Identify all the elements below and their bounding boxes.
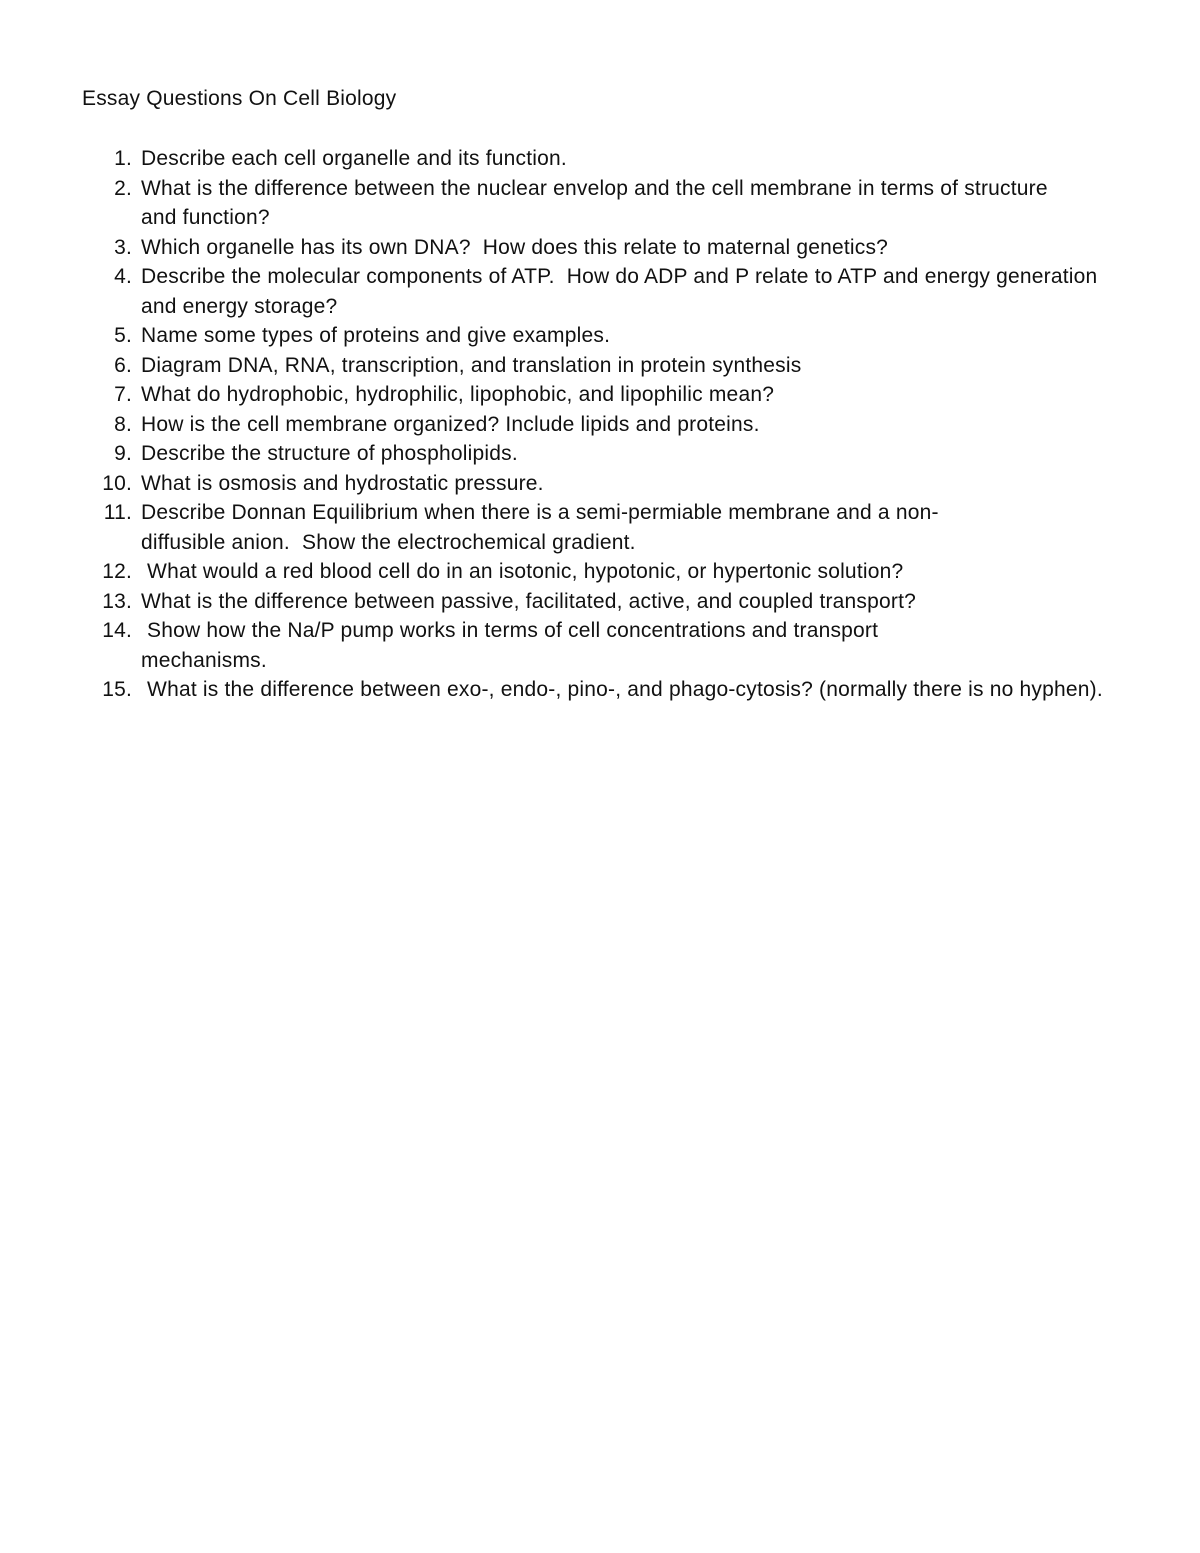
question-number: 6. (114, 353, 132, 377)
question-text: Which organelle has its own DNA? How does this relate to maternal genetics? (141, 235, 889, 259)
question-number: 13. (102, 589, 132, 613)
question-item (0, 587, 1200, 617)
question-text: Show how the Na/P pump works in terms of cell concentrations and transport mechanisms. (141, 619, 885, 672)
question-text: What is osmosis and hydrostatic pressure. (141, 471, 544, 495)
question-item (0, 321, 1200, 351)
question-text: Describe Donnan Equilibrium when there is a semi-permiable membrane and a non-diffusible anion. Show the electrochemical gradient. (141, 501, 939, 554)
question-text: What would a red blood cell do in an isotonic, hypotonic, or hypertonic solution? (141, 560, 904, 583)
question-text: Describe the structure of phospholipids. (141, 442, 518, 465)
question-item (0, 262, 1200, 321)
question-number: 5. (114, 324, 132, 347)
question-item (0, 675, 1200, 705)
question-number: 11. (103, 501, 132, 524)
question-number: 8. (114, 412, 132, 436)
question-item (0, 233, 1200, 263)
question-number: 2. (114, 176, 132, 200)
question-text: Diagram DNA, RNA, transcription, and translation in protein synthesis (141, 353, 802, 377)
question-number: 3. (114, 235, 132, 259)
question-item (0, 380, 1200, 410)
question-number: 7. (114, 383, 132, 406)
question-number: 14. (102, 619, 132, 642)
question-item (0, 557, 1200, 587)
question-text: What do hydrophobic, hydrophilic, lipophobic, and lipophilic mean? (141, 383, 775, 406)
question-number: 12. (102, 560, 132, 583)
question-number: 10. (102, 471, 132, 495)
question-text: What is the difference between passive, facilitated, active, and coupled transport? (141, 589, 916, 613)
question-text: How is the cell membrane organized? Include lipids and proteins. (141, 412, 760, 436)
document-title: Essay Questions On Cell Biology (82, 87, 397, 110)
question-item (0, 439, 1200, 469)
question-item (0, 351, 1200, 381)
question-list (0, 144, 1200, 705)
question-text: Name some types of proteins and give examples. (141, 324, 611, 347)
question-text: What is the difference between the nuclear envelop and the cell membrane in terms of structure and function? (141, 176, 1054, 229)
question-text: Describe each cell organelle and its function. (141, 147, 567, 170)
question-item (0, 174, 1200, 233)
question-item (0, 498, 1200, 557)
question-number: 1. (114, 147, 132, 170)
question-item (0, 144, 1200, 174)
question-number: 4. (114, 265, 132, 288)
question-number: 15. (102, 678, 132, 701)
question-number: 9. (114, 442, 132, 465)
question-item (0, 410, 1200, 440)
question-text: What is the difference between exo-, endo-, pino-, and phago-cytosis? (normally there is no hyphen). (141, 678, 1103, 701)
question-item (0, 616, 1200, 675)
question-item (0, 469, 1200, 499)
question-text: Describe the molecular components of ATP. How do ADP and P relate to ATP and energy generation and energy storage? (141, 265, 1104, 318)
